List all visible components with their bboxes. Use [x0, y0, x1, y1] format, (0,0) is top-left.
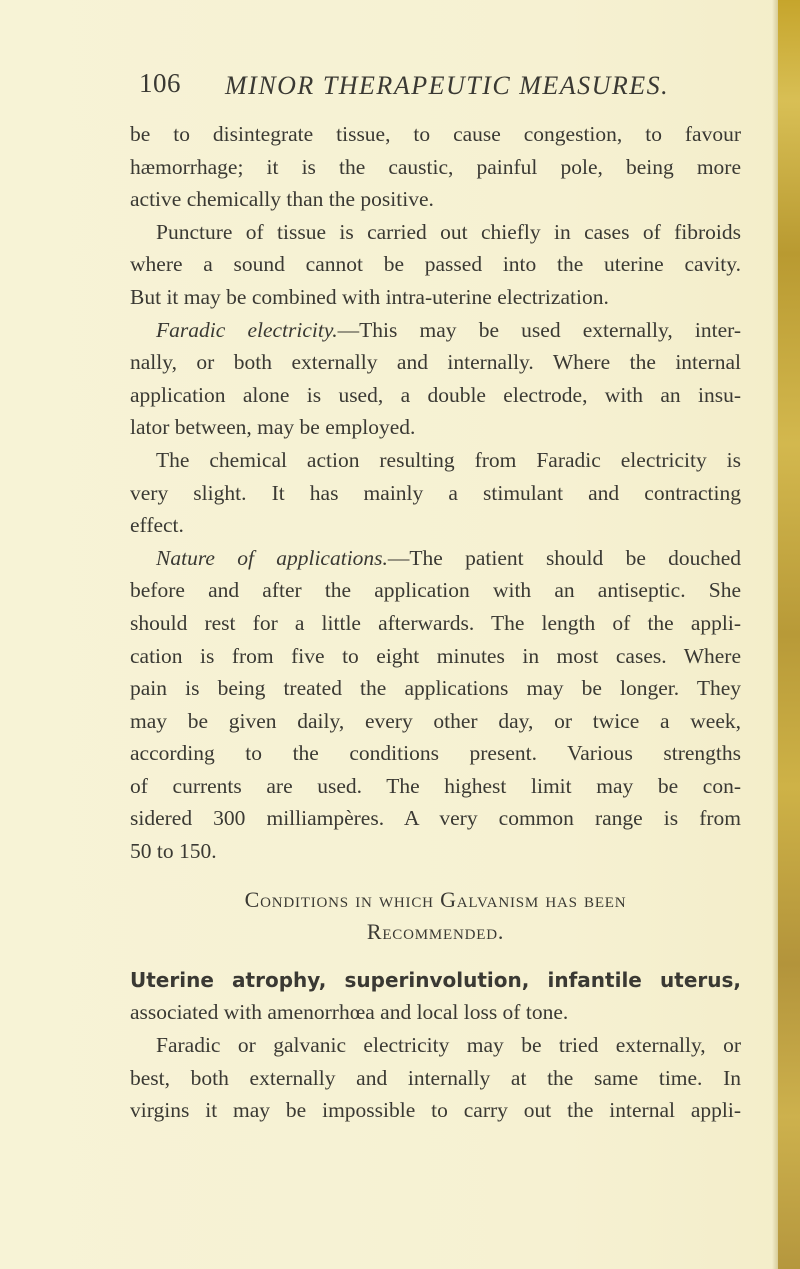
text-line: active chemically than the positive.	[130, 187, 434, 212]
text-line: lator between, may be employed.	[130, 415, 416, 440]
text-line: best, both externally and internally at the same time. In	[130, 1065, 741, 1090]
text-line: sidered 300 milliampères. A very common range is from	[130, 806, 741, 831]
text-line: cation is from five to eight minutes in most cases. Where	[130, 643, 741, 668]
section-heading-line1: Conditions in which Galvanism has been	[244, 886, 627, 912]
body-text	[130, 118, 741, 1127]
text-line: nally, or both externally and internally. Where the internal	[130, 350, 741, 375]
text-line: 50 to 150.	[130, 839, 217, 864]
faradic-rest: —This may be used externally, inter-	[337, 317, 741, 342]
text-line: before and after the application with an antiseptic. She	[130, 578, 741, 603]
running-head: MINOR THERAPEUTIC MEASURES.	[225, 71, 670, 100]
uterine-heading: Uterine atrophy, superinvolution, infantile uterus,	[130, 967, 741, 992]
text-line: be to disintegrate tissue, to cause congestion, to favour	[130, 122, 741, 146]
text-line: of currents are used. The highest limit may be con-	[130, 773, 741, 798]
text-line: application alone is used, a double electrode, with an insu-	[130, 382, 741, 407]
page-number: 106	[139, 68, 181, 98]
text-line: according to the conditions present. Various strengths	[130, 741, 741, 766]
text-line: effect.	[130, 513, 184, 538]
text-line: should rest for a little afterwards. The length of the appli-	[130, 610, 741, 635]
text-line: The chemical action resulting from Faradic electricity is	[156, 447, 741, 472]
nature-paragraph-start	[130, 542, 741, 575]
text-line: may be given daily, every other day, or twice a week,	[130, 708, 741, 733]
text-line: very slight. It has mainly a stimulant and contracting	[130, 480, 741, 505]
text-line: Faradic or galvanic electricity may be tried externally, or	[156, 1033, 741, 1058]
faradic-paragraph-start	[130, 314, 741, 347]
uterine-bold-line	[130, 964, 741, 997]
page-edge-strip	[778, 0, 800, 1269]
text-line: associated with amenorrhœa and local loss of tone.	[130, 1000, 569, 1025]
text-line: pain is being treated the applications may be longer. They	[130, 676, 741, 701]
text-line: But it may be combined with intra-uterine electrization.	[130, 284, 609, 309]
text-line: virgins it may be impossible to carry out the internal appli-	[130, 1098, 741, 1123]
text-line: where a sound cannot be passed into the uterine cavity.	[130, 252, 741, 277]
page-header	[0, 68, 770, 108]
text-line: Puncture of tissue is carried out chiefly in cases of fibroids	[156, 219, 741, 244]
nature-label: Nature of applications.	[156, 545, 388, 570]
nature-rest: —The patient should be douched	[387, 545, 741, 570]
faradic-label: Faradic electricity.	[156, 317, 338, 342]
section-heading-line2: Recommended.	[366, 919, 505, 945]
text-line: hæmorrhage; it is the caustic, painful pole, being more	[130, 154, 741, 179]
